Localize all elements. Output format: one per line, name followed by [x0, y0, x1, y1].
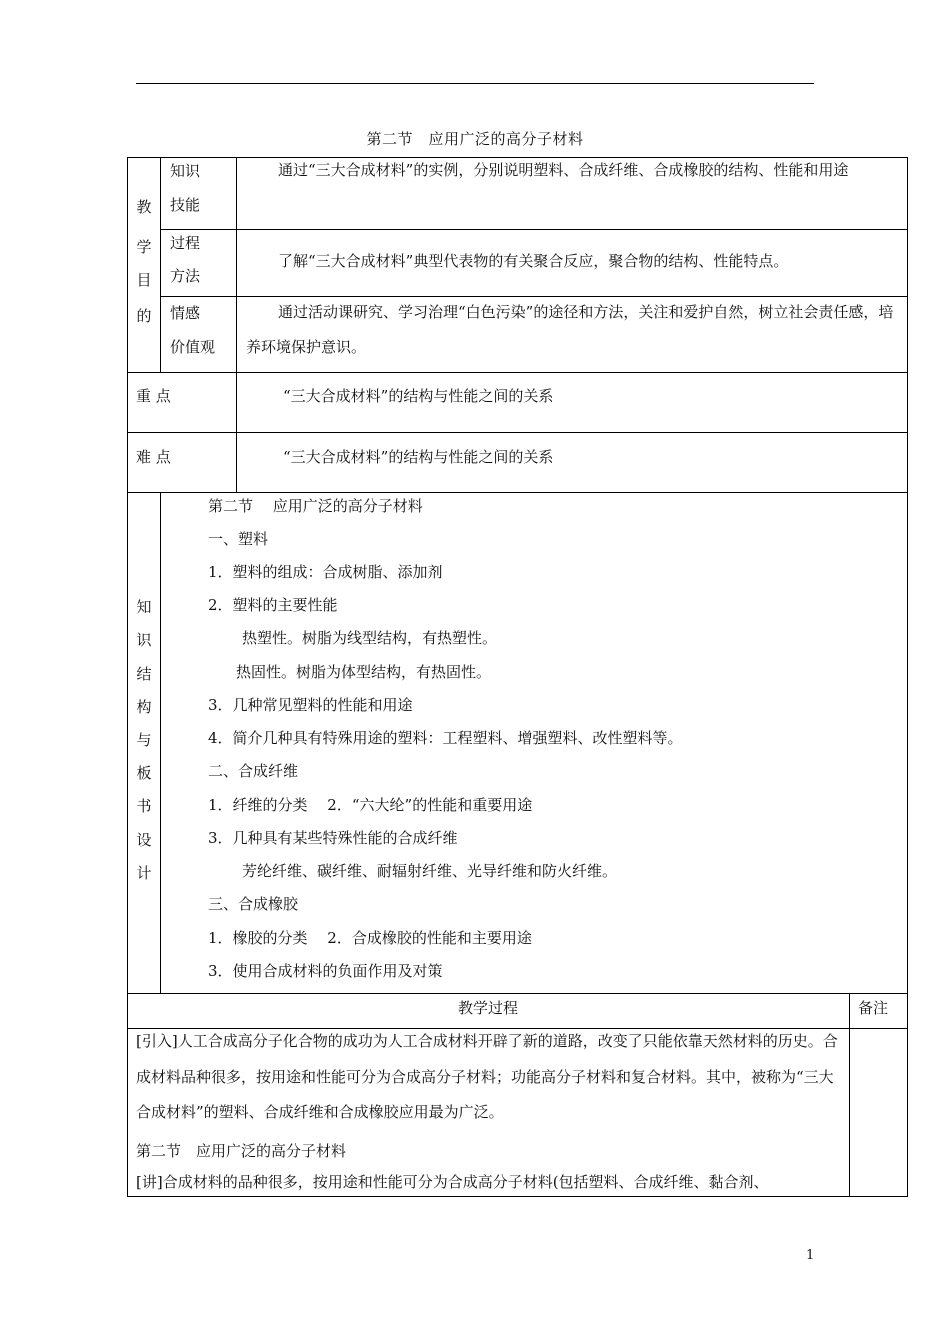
objectives-label-char: 教: [136, 198, 152, 216]
objective-label: 价值观: [170, 338, 216, 356]
structure-line: 第二节 应用广泛的高分子材料: [208, 497, 423, 515]
objective-content: 了解“三大合成材料”典型代表物的有关聚合反应，聚合物的结构、性能特点。: [278, 252, 789, 270]
structure-label-char: 计: [136, 864, 152, 882]
structure-line: 热固性。树脂为体型结构，有热固性。: [236, 663, 492, 681]
objectives-row-divider-1: [160, 229, 908, 230]
structure-label-char: 设: [136, 831, 152, 849]
structure-line: 热塑性。树脂为线型结构，有热塑性。: [242, 629, 498, 647]
difficult-point-label: 难 点: [136, 448, 171, 466]
structure-line: 芳纶纤维、碳纤维、耐辐射纤维、光导纤维和防火纤维。: [242, 862, 618, 880]
structure-line: 1．塑料的组成：合成树脂、添加剂: [208, 563, 443, 581]
keypoint-bottom: [127, 432, 908, 433]
objectives-content-divider: [236, 157, 237, 372]
structure-label-char: 识: [136, 631, 152, 649]
process-header: 教学过程: [457, 999, 518, 1017]
objectives-col-divider: [160, 157, 161, 372]
structure-line: 三、合成橡胶: [208, 895, 299, 913]
structure-label-char: 知: [136, 598, 152, 616]
structure-label-char: 构: [136, 698, 152, 716]
key-point-label: 重 点: [136, 387, 171, 405]
structure-label-char: 板: [136, 764, 152, 782]
header-rule: [136, 83, 814, 84]
structure-line: 一、塑料: [208, 530, 269, 548]
remarks-divider: [849, 993, 850, 1197]
remarks-header: 备注: [858, 999, 889, 1017]
page-number: 1: [806, 1248, 815, 1263]
structure-label-char: 与: [136, 731, 152, 749]
objective-content: 通过“三大合成材料”的实例，分别说明塑料、合成纤维、合成橡胶的结构、性能和用途: [278, 161, 849, 179]
page-title: 第二节 应用广泛的高分子材料: [366, 130, 584, 148]
process-lecture: [讲]合成材料的品种很多，按用途和性能可分为合成高分子材料(包括塑料、合成纤维、黏合剂、: [136, 1173, 769, 1191]
structure-line: 2．塑料的主要性能: [208, 596, 338, 614]
structure-line: 3．几种具有某些特殊性能的合成纤维: [208, 829, 458, 847]
key-point-content: “三大合成材料”的结构与性能之间的关系: [283, 387, 554, 405]
objective-label: 知识: [170, 162, 201, 180]
structure-label-char: 书: [136, 797, 152, 815]
structure-line: 3．几种常见塑料的性能和用途: [208, 696, 413, 714]
objectives-label-char: 学: [136, 238, 152, 256]
objectives-label-char: 目: [136, 271, 152, 289]
structure-line: 二、合成纤维: [208, 762, 299, 780]
structure-line: 3．使用合成材料的负面作用及对策: [208, 962, 443, 980]
process-intro: [引入]人工合成高分子化合物的成功为人工合成材料开辟了新的道路，改变了只能依靠天然材料的历史。合成材料品种很多，按用途和性能可分为合成高分子材料；功能高分子材料和复合材料。其中，被称为“三大合成材料”的塑料、合成纤维和合成橡胶应用最为广泛。: [136, 1032, 838, 1121]
objective-label: 方法: [170, 267, 201, 285]
objective-label: 技能: [170, 196, 201, 214]
structure-line: 1．橡胶的分类 2．合成橡胶的性能和主要用途: [208, 929, 532, 947]
objective-label: 情感: [170, 304, 201, 322]
objectives-bottom: [127, 372, 908, 373]
structure-label-char: 结: [136, 665, 152, 683]
process-section-title: 第二节 应用广泛的高分子材料: [136, 1142, 347, 1160]
objective-content: 通过活动课研究、学习治理“白色污染”的途径和方法，关注和爱护自然，树立社会责任感，培养环境保护意识。: [246, 303, 894, 356]
structure-divider: [160, 492, 161, 993]
objective-label: 过程: [170, 234, 201, 252]
objectives-label-char: 的: [136, 307, 152, 325]
structure-line: 4．简介几种具有特殊用途的塑料：工程塑料、增强塑料、改性塑料等。: [208, 729, 683, 747]
structure-line: 1．纤维的分类 2．“六大纶”的性能和重要用途: [208, 796, 533, 814]
difficult-point-content: “三大合成材料”的结构与性能之间的关系: [283, 448, 554, 466]
